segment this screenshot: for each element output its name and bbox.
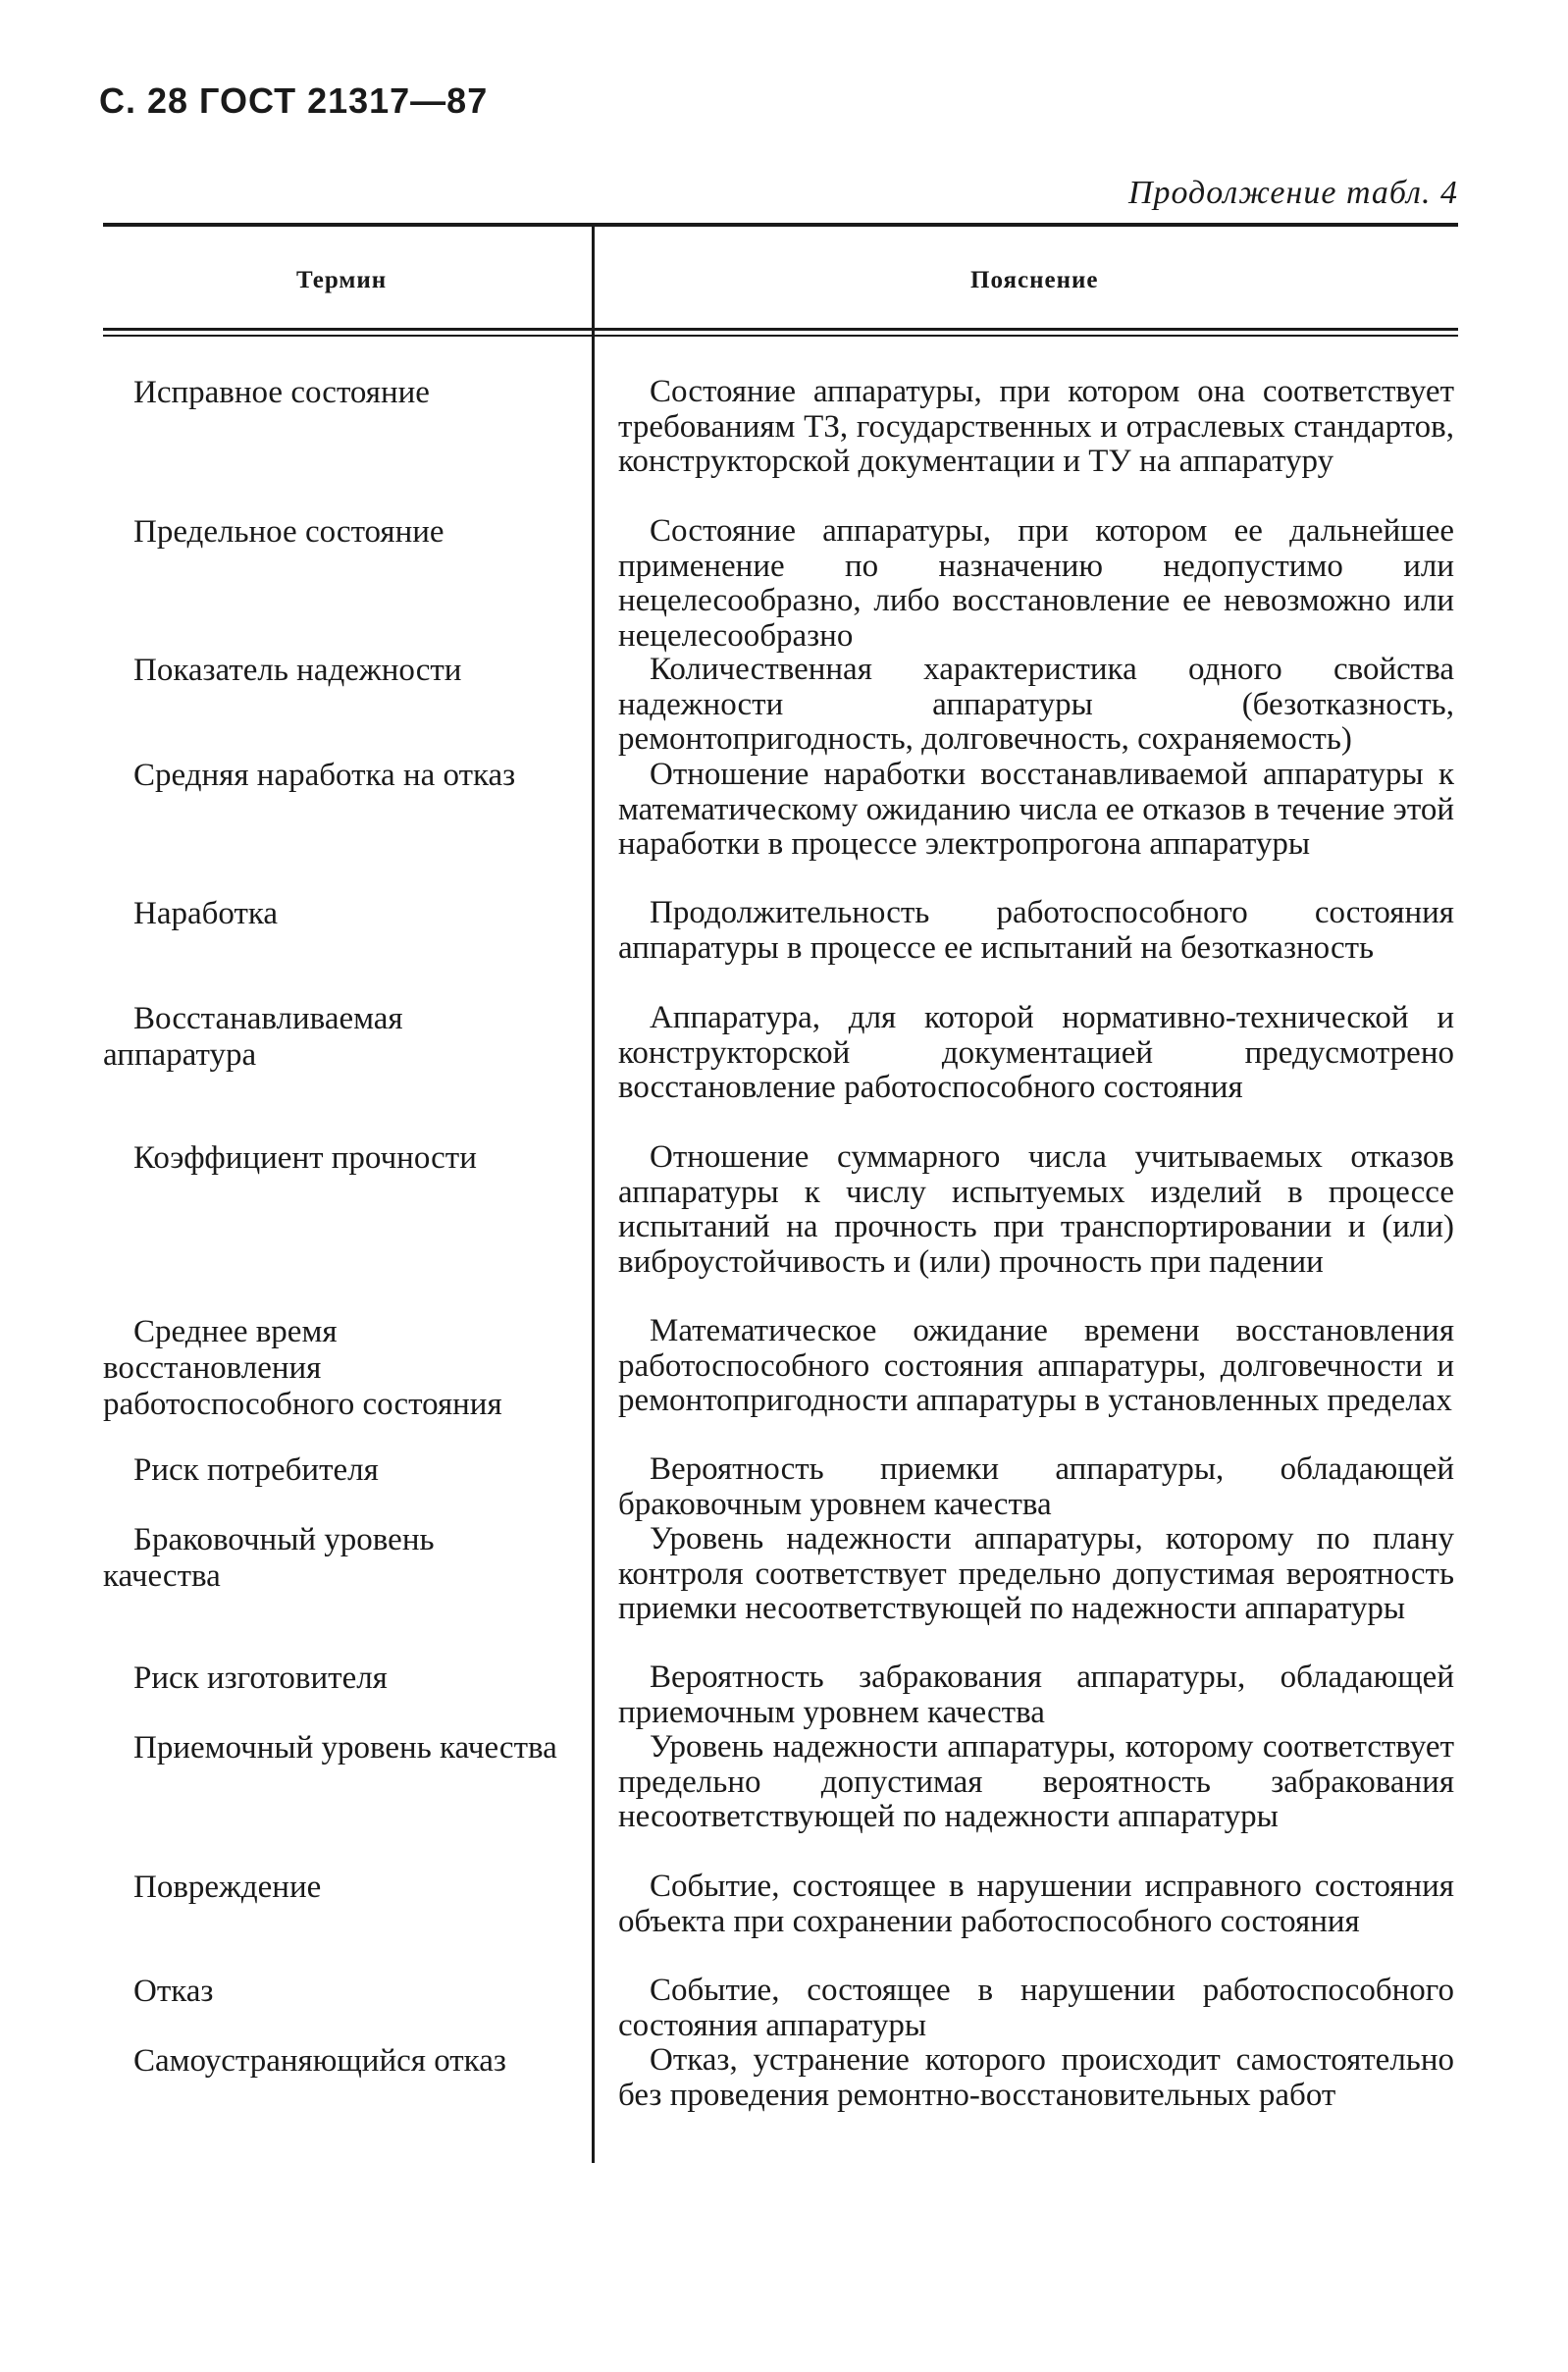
explanation-cell: Вероятность приемки аппаратуры, обладающей браковочным уровнем качества — [618, 1451, 1454, 1522]
term-cell: Отказ — [133, 1974, 214, 2009]
explanation-cell: Вероятность забракования аппаратуры, обладающей приемочным уровнем качества — [618, 1660, 1454, 1730]
explanation-cell: Количественная характеристика одного свойства надежности аппаратуры (безотказность, ремонтопригодность, долговечность, сохраняемость) — [618, 652, 1454, 757]
explanation-cell: Состояние аппаратуры, при котором ее дальнейшее применение по назначению недопустимо или нецелесообразно, либо восстановление ее невозможно или нецелесообразно — [618, 513, 1454, 654]
explanation-cell: Отказ, устранение которого происходит самостоятельно без проведения ремонтно-восстановительных работ — [618, 2042, 1454, 2113]
term-cell: Риск потребителя — [133, 1452, 379, 1488]
page-header: С. 28 ГОСТ 21317—87 — [99, 80, 489, 121]
term-cell: Средняя наработка на отказ — [133, 758, 516, 793]
term-cell: Среднее время восстановления работоспособного состояния — [103, 1314, 502, 1422]
explanation-cell: Аппаратура, для которой нормативно-технической и конструкторской документацией предусмотрено восстановление работоспособного состояния — [618, 1000, 1454, 1105]
header-rule-second — [103, 335, 1458, 337]
explanation-cell: Отношение суммарного числа учитываемых отказов аппаратуры к числу испытуемых изделий в процессе испытаний на прочность при транспортировании и (или) виброустойчивость и (или) прочность при падении — [618, 1139, 1454, 1280]
term-cell: Наработка — [133, 896, 279, 931]
explanation-cell: Состояние аппаратуры, при котором она соответствует требованиям ТЗ, государственных и отраслевых стандартов, конструкторской документации и ТУ на аппаратуру — [618, 374, 1454, 479]
term-cell: Коэффициент прочности — [133, 1140, 477, 1176]
explanation-cell: Отношение наработки восстанавливаемой аппаратуры к математическому ожиданию числа ее отказов в течение этой наработки в процессе электропрогона аппаратуры — [618, 757, 1454, 862]
term-cell: Предельное состояние — [133, 514, 444, 550]
table-continuation-label: Продолжение табл. 4 — [1127, 175, 1458, 211]
column-divider — [592, 225, 595, 2163]
term-cell: Браковочный уровень качества — [103, 1522, 435, 1594]
explanation-cell: Уровень надежности аппаратуры, которому соответствует предельно допустимая вероятность забракования несоответствующей по надежности аппаратуры — [618, 1729, 1454, 1834]
header-rule — [103, 328, 1458, 331]
term-cell: Восстанавливаемая аппаратура — [103, 1001, 403, 1073]
column-header-term: Термин — [296, 267, 388, 293]
explanation-cell: Уровень надежности аппаратуры, которому по плану контроля соответствует предельно допустимая вероятность приемки несоответствующей по надежности аппаратуры — [618, 1521, 1454, 1626]
term-cell: Риск изготовителя — [133, 1660, 388, 1696]
term-cell: Приемочный уровень качества — [133, 1730, 557, 1766]
table-top-rule — [103, 223, 1458, 227]
term-cell: Исправное состояние — [133, 375, 430, 410]
explanation-cell: Продолжительность работоспособного состояния аппаратуры в процессе ее испытаний на безотказность — [618, 895, 1454, 966]
term-cell: Показатель надежности — [133, 653, 462, 688]
explanation-cell: Математическое ожидание времени восстановления работоспособного состояния аппаратуры, долговечности и ремонтопригодности аппаратуры в установленных пределах — [618, 1313, 1454, 1418]
explanation-cell: Событие, состоящее в нарушении исправного состояния объекта при сохранении работоспособного состояния — [618, 1869, 1454, 1939]
term-cell: Повреждение — [133, 1870, 322, 1905]
explanation-cell: Событие, состоящее в нарушении работоспособного состояния аппаратуры — [618, 1973, 1454, 2043]
column-header-explanation: Пояснение — [970, 267, 1099, 293]
term-cell: Самоустраняющийся отказ — [133, 2043, 506, 2079]
